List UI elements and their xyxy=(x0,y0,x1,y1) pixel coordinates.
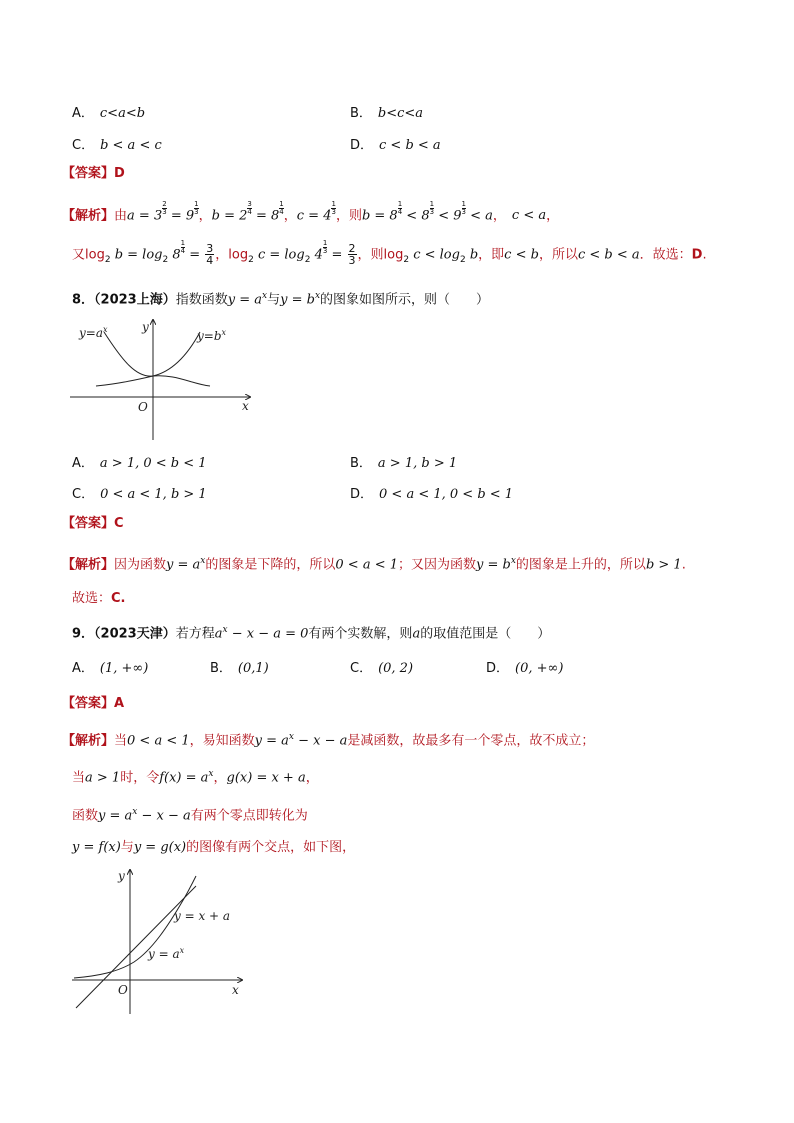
answer-value: A xyxy=(114,696,125,711)
math-expr: 0 < a < 1 xyxy=(335,557,398,573)
q8-options-row-2 xyxy=(72,483,712,501)
label-line: y = x + a xyxy=(174,909,231,923)
origin-label: O xyxy=(118,983,128,997)
option-text: b<c<a xyxy=(377,106,424,121)
analysis-text: ．故选： xyxy=(639,247,692,263)
analysis-text: 又log xyxy=(72,247,105,263)
label-y-b-x: $y=b^x$ xyxy=(197,328,227,343)
exponent-fraction: $\frac{1}{4}$ xyxy=(279,200,284,216)
analysis-text: ， xyxy=(546,208,560,224)
math-expr: − x − a = 0 xyxy=(227,626,309,642)
q8-exponential-graph xyxy=(66,316,256,444)
q8-option-b[interactable] xyxy=(350,452,457,471)
q8-option-d[interactable] xyxy=(350,483,513,502)
math-expr: 0 < a < 1 xyxy=(127,733,190,749)
option-letter: A． xyxy=(72,456,94,471)
analysis-text: ， xyxy=(305,770,319,786)
exponent-fraction: $\frac{3}{4}$ xyxy=(247,200,252,216)
analysis-text: ，所以 xyxy=(538,247,578,263)
math-expr: c < b xyxy=(504,247,539,263)
analysis-text: ，即 xyxy=(478,247,505,263)
stem-text: 的图象如图所示，则（ ） xyxy=(320,292,490,308)
analysis-text: ， xyxy=(492,208,506,224)
q9-option-d[interactable] xyxy=(486,657,563,676)
math-expr: − x − a xyxy=(294,733,348,749)
q7-option-b[interactable] xyxy=(350,102,423,121)
exponent-fraction: $\frac{1}{4}$ xyxy=(397,200,403,216)
math-expr: y = g(x) xyxy=(133,840,187,855)
q8-option-c[interactable] xyxy=(72,483,207,502)
q7-analysis-line-2: 又$\log_2 b = \log_2 8$ $\frac{1}{4}$ = $\frac{3}{4}$ ，$\log_2 c = \log_2 4$ $\frac{1}{3}$ = $\frac{2}{3}$ ，则$\log_2 c < \log_2 b$，即c < b，所以c < b < a．故选：D. xyxy=(72,239,707,268)
axis-label-y: y xyxy=(142,320,149,334)
q8-options-row-1 xyxy=(72,452,712,470)
q8-analysis: 【解析】因为函数$y = a^x$的图象是下降的，所以0 < a < 1；又因为函数$y = b^x$的图象是上升的，所以b > 1. xyxy=(62,556,686,573)
q9-stem: 9．（2023天津）若方程$a^x - x - a = 0$有两个实数解，则a的取值范围是（ ） xyxy=(72,625,551,642)
analysis-tag: 【解析】 xyxy=(62,557,115,573)
analysis-tag: 【解析】 xyxy=(62,208,115,224)
answer-tag: 【答案】 xyxy=(62,696,115,711)
math-expr: a xyxy=(214,626,223,642)
q8-conclusion xyxy=(72,590,126,608)
answer-tag: 【答案】 xyxy=(62,166,115,181)
option-letter: C． xyxy=(350,661,373,676)
exponent-fraction: $\frac{1}{3}$ xyxy=(322,239,328,255)
math-expr: 4 xyxy=(310,247,323,263)
analysis-text: 时，令 xyxy=(120,770,160,786)
math-expr: c < b < a xyxy=(577,247,640,263)
math-expr: c = log xyxy=(253,247,305,263)
stem-text: 若方程 xyxy=(175,626,215,642)
option-letter: B． xyxy=(350,456,372,471)
math-expr: y = a xyxy=(227,292,263,308)
stem-text: 指数函数 xyxy=(175,292,228,308)
math-expr: = xyxy=(185,247,205,263)
math-expr: a > 1 xyxy=(85,770,121,786)
math-expr: g(x) = x + a xyxy=(226,770,306,786)
fraction: $\frac{2}{3}$ xyxy=(348,242,356,268)
q7-option-a[interactable] xyxy=(72,102,145,121)
q9-option-a[interactable] xyxy=(72,657,148,676)
analysis-text: 与 xyxy=(120,840,134,855)
math-expr: < 8 xyxy=(402,208,430,224)
option-letter: C． xyxy=(72,138,95,153)
curve-exponential xyxy=(74,876,196,978)
q8-option-a[interactable] xyxy=(72,452,207,471)
question-source: （2023天津） xyxy=(94,626,176,642)
math-expr: y = b xyxy=(476,557,511,573)
option-text: b < a < c xyxy=(100,138,162,153)
q9-analysis-line-4 xyxy=(72,839,355,857)
option-text: a > 1, b > 1 xyxy=(377,456,458,471)
exponent-fraction: $\frac{1}{4}$ xyxy=(180,239,186,255)
math-expr: b = 8 xyxy=(361,208,398,224)
analysis-text: ，log xyxy=(215,247,249,263)
curve-y-a-x xyxy=(104,332,210,386)
q9-option-c[interactable] xyxy=(350,657,413,676)
q8-stem: 8．（2023上海）指数函数$y = a^x$与$y = b^x$的图象如图所示，则（ ） xyxy=(72,291,490,308)
exponent-fraction: $\frac{2}{3}$ xyxy=(162,200,167,216)
q9-options-row xyxy=(72,657,712,675)
q8-answer xyxy=(62,515,124,533)
math-expr: = 8 xyxy=(251,208,280,224)
math-expr: 8 xyxy=(168,247,181,263)
fraction: $\frac{3}{4}$ xyxy=(206,242,214,268)
q9-analysis-line-2: 当a > 1时，令$f(x) = a^x$，g(x) = x + a， xyxy=(72,769,319,786)
analysis-text: ，则 xyxy=(335,208,362,224)
option-letter: D． xyxy=(486,661,510,676)
question-number: 9． xyxy=(72,626,95,642)
option-text: 0 < a < 1, 0 < b < 1 xyxy=(379,487,514,502)
math-expr: = xyxy=(327,247,347,263)
q9-option-b[interactable] xyxy=(210,657,269,676)
stem-text: 与 xyxy=(267,292,281,308)
analysis-text: ， xyxy=(283,208,297,224)
analysis-text: 的图象是上升的，所以 xyxy=(515,557,646,573)
math-expr: = 9 xyxy=(166,208,195,224)
math-expr: y = b xyxy=(280,292,315,308)
math-expr: < a xyxy=(465,208,493,224)
option-text: (0, 2) xyxy=(378,661,414,676)
q9-intersection-graph xyxy=(68,866,248,1016)
option-text: c<a<b xyxy=(99,106,146,121)
analysis-text: ；又因为函数 xyxy=(398,557,477,573)
q9-answer xyxy=(62,695,124,713)
analysis-text: 是减函数，故最多有一个零点，故不成立； xyxy=(347,733,595,749)
q7-options-row-1 xyxy=(72,102,712,120)
answer-value: C xyxy=(114,516,124,531)
q9-analysis-line-3: 函数$y = a^x - x - a$有两个零点即转化为 xyxy=(72,807,308,824)
analysis-tag: 【解析】 xyxy=(62,733,115,749)
math-expr: y = f(x) xyxy=(72,840,121,855)
axis-label-x: x xyxy=(242,399,249,413)
stem-text: 的取值范围是（ ） xyxy=(420,626,551,642)
option-text: a > 1, 0 < b < 1 xyxy=(99,456,207,471)
q7-answer xyxy=(62,165,125,183)
q9-analysis-line-1: 【解析】当0 < a < 1，易知函数$y = a^x - x - a$是减函数，故最多有一个零点，故不成立； xyxy=(62,732,595,749)
math-expr: c < log xyxy=(409,247,460,263)
math-expr: f(x) = a xyxy=(159,770,209,786)
answer-value: D xyxy=(114,166,125,181)
exponent-fraction: $\frac{1}{3}$ xyxy=(429,200,435,216)
label-y-a-x: $y=a^x$ xyxy=(79,325,108,340)
math-expr: y = a xyxy=(98,808,133,824)
option-letter: C． xyxy=(72,487,95,502)
option-text: 0 < a < 1, b > 1 xyxy=(100,487,207,502)
analysis-text: 的图象是下降的，所以 xyxy=(205,557,336,573)
math-expr: y = a xyxy=(166,557,201,573)
math-expr: − x − a xyxy=(137,808,191,824)
option-letter: D． xyxy=(350,138,374,153)
option-text: (1, +∞) xyxy=(99,661,149,676)
analysis-text: 有两个零点即转化为 xyxy=(190,808,308,824)
option-text: c < b < a xyxy=(379,138,441,153)
option-letter: D． xyxy=(350,487,374,502)
answer-tag: 【答案】 xyxy=(62,516,115,531)
answer-value: D xyxy=(691,247,703,263)
math-expr: b = log xyxy=(110,247,163,263)
option-text: (0,1) xyxy=(237,661,269,676)
analysis-text: . xyxy=(702,247,707,263)
label-exponential: $y = a^x$ xyxy=(148,946,185,961)
curve-y-b-x xyxy=(96,332,200,386)
analysis-text: ， xyxy=(213,770,227,786)
math-expr: c = 4 xyxy=(296,208,332,224)
question-number: 8． xyxy=(72,292,95,308)
exponent-fraction: $\frac{1}{3}$ xyxy=(461,200,466,216)
answer-value: C. xyxy=(111,591,126,606)
origin-label: O xyxy=(138,400,148,414)
axis-label-y: y xyxy=(118,869,125,883)
q7-options-row-2 xyxy=(72,134,712,152)
analysis-text: 当 xyxy=(72,770,86,786)
analysis-text: ， xyxy=(198,208,212,224)
analysis-text: 故选： xyxy=(72,591,112,606)
exponent-fraction: $\frac{1}{3}$ xyxy=(331,200,336,216)
math-expr: b > 1 xyxy=(645,557,682,573)
math-expr: < 9 xyxy=(434,208,462,224)
axis-label-x: x xyxy=(232,983,239,997)
analysis-text: 的图像有两个交点，如下图， xyxy=(186,840,356,855)
math-expr: b = 2 xyxy=(211,208,248,224)
analysis-text: ，易知函数 xyxy=(189,733,255,749)
analysis-text: 当 xyxy=(114,733,128,749)
analysis-text: 由 xyxy=(114,208,128,224)
option-letter: B． xyxy=(350,106,372,121)
math-expr: y = a xyxy=(254,733,289,749)
analysis-text: . xyxy=(681,557,686,573)
question-source: （2023上海） xyxy=(94,292,176,308)
math-expr: b xyxy=(465,247,479,263)
q7-option-c[interactable] xyxy=(72,134,162,153)
exponent-fraction: $\frac{1}{3}$ xyxy=(194,200,199,216)
stem-text: 有两个实数解，则 xyxy=(308,626,413,642)
q7-option-d[interactable] xyxy=(350,134,441,153)
analysis-text: 因为函数 xyxy=(114,557,167,573)
option-text: (0, +∞) xyxy=(515,661,564,676)
analysis-text: 函数 xyxy=(72,808,99,824)
math-expr: c < a xyxy=(511,208,547,224)
option-letter: A． xyxy=(72,106,94,121)
analysis-text: ，则log xyxy=(357,247,404,263)
option-letter: A． xyxy=(72,661,94,676)
math-expr: a = 3 xyxy=(127,208,163,224)
option-letter: B． xyxy=(210,661,232,676)
q7-analysis-line-1 xyxy=(62,201,559,227)
math-expr: a xyxy=(412,626,421,642)
